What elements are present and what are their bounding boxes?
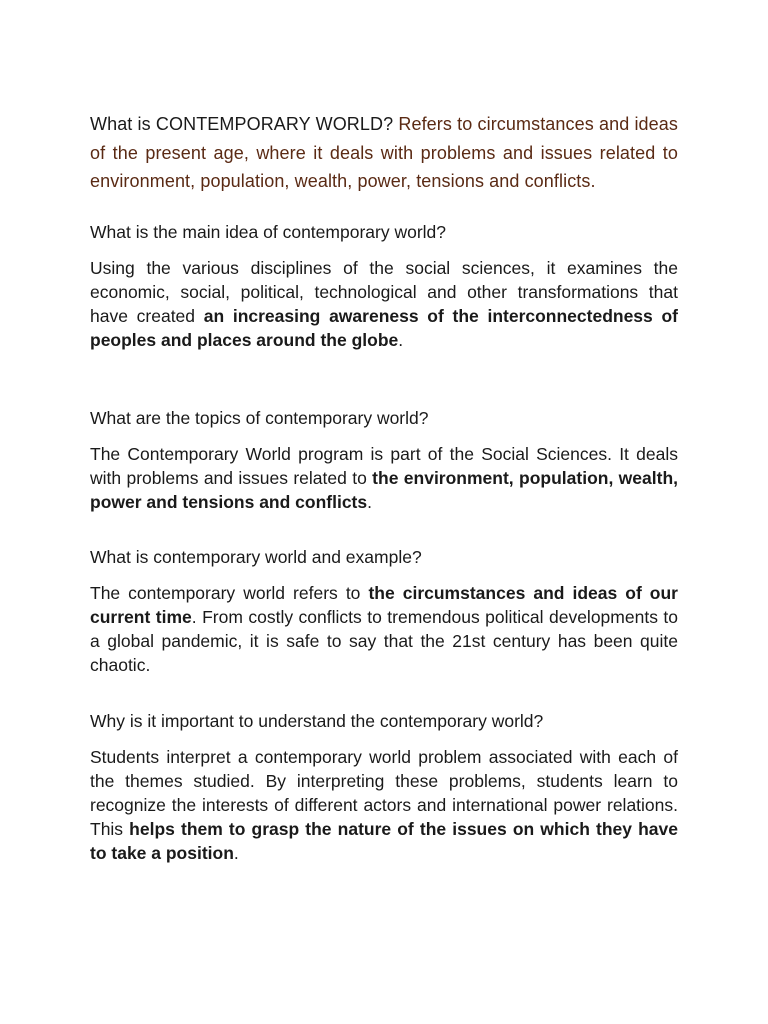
answer-emphasis: an increasing awareness of the interconnectedness of peoples and places around the globe [90,306,678,350]
section-question: What is contemporary world and example? [90,547,422,567]
answer-text: The Contemporary World program is part of the Social Sciences. It deals with problems and issues related to [90,444,678,488]
section-question: What is the main idea of contemporary world? [90,222,446,242]
section-example [90,546,678,677]
intro-answer: Refers to circumstances and ideas of the present age, where it deals with problems and issues related to environment, population, wealth, power, tensions and conflicts. [90,114,678,191]
intro-question: What is CONTEMPORARY WORLD? [90,114,394,134]
section-importance [90,710,678,865]
answer-text-end: . [233,843,239,863]
answer-emphasis: the circumstances and ideas of our current time [90,583,678,627]
answer-text: Students interpret a contemporary world problem associated with each of the themes studied. By interpreting these problems, students learn to recognize the interests of different actors and international power relations. This [90,747,678,839]
answer-text-end: . From costly conflicts to tremendous political developments to a global pandemic, it is safe to say that the 21st century has been quite chaotic. [90,607,678,675]
section-answer [90,442,678,514]
answer-text-end: . [398,330,404,350]
answer-text: Using the various disciplines of the social sciences, it examines the economic, social, political, technological and other transformations that have created [90,258,678,326]
section-answer [90,256,678,352]
answer-text-end: . [367,492,372,512]
section-question: Why is it important to understand the contemporary world? [90,711,544,731]
section-answer [90,581,678,677]
section-answer [90,745,678,865]
section-main-idea [90,221,678,352]
section-topics [90,407,678,514]
answer-emphasis: helps them to grasp the nature of the issues on which they have to take a position [90,819,678,863]
answer-emphasis: the environment, population, wealth, power and tensions and conflicts [90,468,678,512]
intro-paragraph [90,110,678,196]
answer-text: The contemporary world refers to [90,583,369,603]
section-question: What are the topics of contemporary world? [90,408,429,428]
